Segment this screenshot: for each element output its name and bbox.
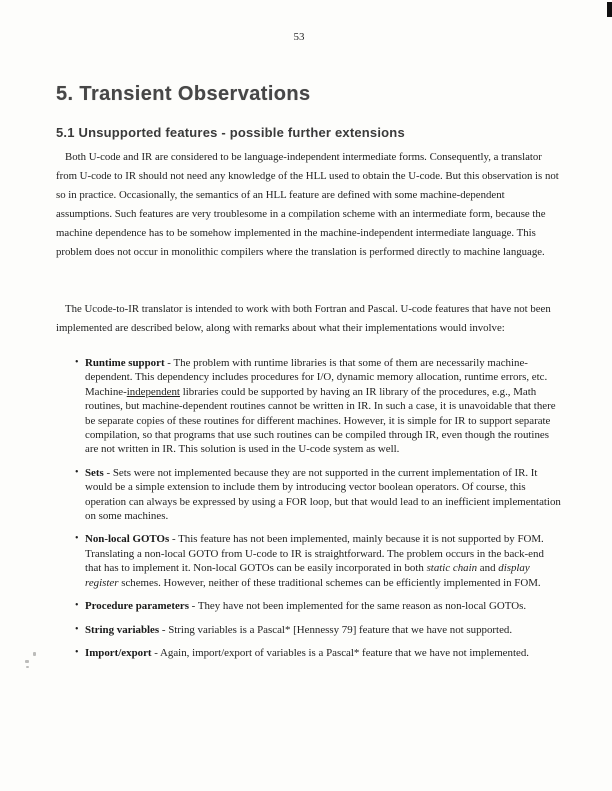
- scan-artifact-mark: [607, 2, 612, 17]
- feature-bullet: • Non-local GOTOs - This feature has not been implemented, mainly because it is not supported by FOM. Translating a non-local GOTO from U-code to IR is straightforward. The problem occurs in the back-end that has to implement it. Non-local GOTOs can be easily incorporated in both static chain and display register schemes. However, neither of these traditional schemes can be efficiently implemented in FOM.: [85, 532, 561, 590]
- intro-paragraph: Both U-code and IR are considered to be language-independent intermediate forms. Consequently, a translator from U-code to IR should not need any knowledge of the HLL used to obtain the U-code. But this observation is not so in practice. Occasionally, the semantics of an HLL feature are defined with some machine-dependent assumptions. Such features are very troublesome in a compilation scheme with an intermediate form, because the machine dependence has to be somehow implemented in the machine-independent intermediate language. This problem does not occur in monolithic compilers where the translation is performed directly to machine language.: [56, 151, 559, 258]
- page-number: 53: [293, 31, 305, 43]
- bullet-label: Import/export: [85, 646, 152, 659]
- bullet-text-segment: They have not been implemented for the same reason as non-local GOTOs.: [197, 600, 527, 613]
- bullet-text-segment: static chain: [426, 562, 478, 575]
- feature-bullet: • Import/export - Again, import/export of variables is a Pascal* feature that we have not implemented.: [85, 646, 561, 660]
- feature-bullet: • String variables - String variables is a Pascal* [Hennessy 79] feature that we have not supported.: [85, 623, 561, 637]
- bullet-label: Procedure parameters: [85, 600, 189, 613]
- bullet-label: Non-local GOTOs: [85, 533, 170, 546]
- bullet-text-segment: Again, import/export of variables is a Pascal* feature that we have not implemented.: [160, 646, 529, 659]
- bullet-text-segment: schemes. However, neither of these traditional schemes can be efficiently implemented in FOM.: [118, 576, 541, 589]
- unsupported-features-list: [85, 356, 561, 669]
- feature-bullet: • Sets - Sets were not implemented because they are not supported in the current implementation of IR. It would be a simple extension to include them by introducing vector boolean operators. Of course, this operation can always be expressed by using a FOR loop, but that would lead to an inefficient implementation on some machines.: [85, 466, 561, 524]
- bullet-text-segment: The problem with runtime libraries is that some of them are necessarily machine-dependent. This dependency includes procedures for I/O, dynamic memory allocation, runtime errors, etc. Machine-: [85, 357, 548, 398]
- scan-speckle: [33, 652, 36, 656]
- bullet-text-segment: libraries could be supported by having an IR library of the procedures, e.g., Math routines, but machine-dependent routines cannot be written in IR. In such a case, it is unavoidable that there be separate copies of these routines for different machines. However, it is simple for IR to support separate compilation, so that programs that use such routines can be compiled through IR, even though the routines are not written in IR. This solution is used in the U-code system as well.: [85, 385, 556, 456]
- bullet-label: String variables: [85, 623, 160, 636]
- feature-bullet: • Procedure parameters - They have not been implemented for the same reason as non-local GOTOs.: [85, 599, 561, 613]
- section-heading: 5. Transient Observations: [56, 83, 311, 105]
- bullet-text-segment: Sets were not implemented because they are not supported in the current implementation of IR. It would be a simple extension to include them by introducing vector boolean operators. Of course, this operation can always be expressed by using a FOR loop, but that would lead to an inefficient implementation on some machines.: [85, 466, 561, 523]
- bullet-text-segment: and: [477, 562, 499, 575]
- subsection-heading: 5.1 Unsupported features - possible further extensions: [56, 125, 405, 140]
- scan-speckle: [26, 666, 29, 668]
- feature-bullet: • Runtime support - The problem with runtime libraries is that some of them are necessarily machine-dependent. This dependency includes procedures for I/O, dynamic memory allocation, runtime errors, etc. Machine-independent libraries could be supported by having an IR library of the procedures, e.g., Math routines, but machine-dependent routines cannot be written in IR. In such a case, it is unavoidable that there be separate copies of these routines for different machines. However, it is simple for IR to support separate compilation, so that programs that use such routines can be compiled through IR, even though the routines are not written in IR. This solution is used in the U-code system as well.: [85, 356, 561, 457]
- bullet-text-segment: display register: [85, 562, 530, 589]
- scan-speckle: [25, 660, 29, 663]
- bullet-text-segment: independent: [126, 385, 180, 398]
- bullet-label: Runtime support: [85, 357, 165, 369]
- translator-paragraph: The Ucode-to-IR translator is intended to work with both Fortran and Pascal. U-code features that have not been implemented are described below, along with remarks about what their implementations would involve:: [56, 303, 551, 334]
- bullet-text-segment: This feature has not been implemented, mainly because it is not supported by FOM. Translating a non-local GOTO from U-code to IR is straightforward. The problem occurs in the back-end that has to implement it. Non-local GOTOs can be easily incorporated in both: [85, 533, 544, 575]
- bullet-label: Sets: [85, 466, 104, 479]
- bullet-text-segment: String variables is a Pascal* [Hennessy 79] feature that we have not supported.: [168, 623, 513, 636]
